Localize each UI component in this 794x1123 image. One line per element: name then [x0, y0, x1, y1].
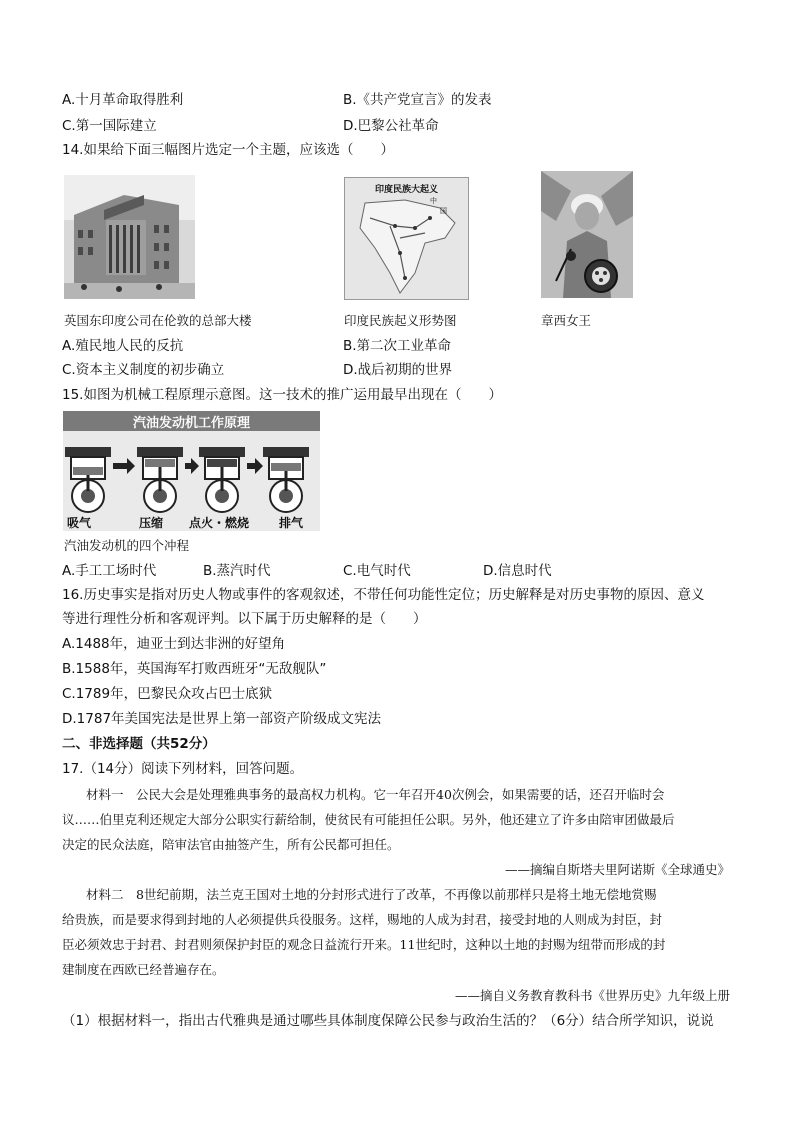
material2-source: ——摘自义务教育教科书《世界历史》九年级上册 — [454, 988, 730, 1003]
q14-stem: 14.如果给下面三幅图片选定一个主题，应该选（ ） — [62, 142, 394, 158]
map-label-guo: 国 — [440, 207, 447, 215]
material2-line1: 材料二 8世纪前期，法兰克王国对土地的分封形式进行了改革，不再像以前那样只是将土地无偿地赏赐 — [86, 887, 657, 902]
material1-line2: 议……伯里克利还规定大部分公职实行薪给制，使贫民有可能担任公职。另外，他还建立了许多由陪审团做最后 — [62, 812, 675, 827]
q14-option-a: A.殖民地人民的反抗 — [62, 338, 184, 354]
material1-line3: 决定的民众法庭，陪审法官由抽签产生，所有公民都可担任。 — [62, 837, 400, 852]
material1-line1: 材料一 公民大会是处理雅典事务的最高权力机构。它一年召开40次例会，如果需要的话，还召开临时会 — [86, 787, 665, 802]
uprising-map-image — [344, 177, 469, 300]
q13-option-b: B.《共产党宣言》的发表 — [343, 92, 492, 108]
q15-stem: 15.如图为机械工程原理示意图。这一技术的推广运用最早出现在（ ） — [62, 387, 502, 403]
material2-line3: 臣必须效忠于封君、封君则须保护封臣的观念日益流行开来。11世纪时，这种以土地的封赐为纽带而形成的封 — [62, 937, 666, 952]
q16-stem-line2: 等进行理性分析和客观评判。以下属于历史解释的是（ ） — [62, 611, 427, 627]
q16-option-a: A.1488年，迪亚士到达非洲的好望角 — [62, 636, 286, 652]
q16-option-b: B.1588年，英国海军打败西班牙“无敌舰队” — [62, 661, 327, 677]
rani-of-jhansi-image — [541, 171, 633, 298]
q13-option-c: C.第一国际建立 — [62, 118, 157, 134]
q13-option-d: D.巴黎公社革命 — [343, 118, 439, 134]
q14-option-c: C.资本主义制度的初步确立 — [62, 362, 225, 378]
material1-source: ——摘编自斯塔夫里阿诺斯《全球通史》 — [504, 862, 730, 877]
q14-option-d: D.战后初期的世界 — [343, 362, 453, 378]
q16-stem-line1: 16.历史事实是指对历史人物或事件的客观叙述，不带任何功能性定位；历史解释是对历史事物的原因、意义 — [62, 587, 705, 603]
q15-option-b: B.蒸汽时代 — [203, 563, 271, 579]
section2-title: 二、非选择题（共52分） — [62, 736, 216, 752]
q15-option-a: A.手工工场时代 — [62, 563, 157, 579]
material2-line4: 建制度在西欧已经普遍存在。 — [62, 962, 225, 977]
caption-rani: 章西女王 — [541, 313, 592, 328]
engine-diagram-title: 汽油发动机工作原理 — [132, 416, 250, 431]
east-india-house-image — [64, 175, 195, 299]
q16-option-c: C.1789年，巴黎民众攻占巴士底狱 — [62, 686, 273, 702]
q17-sub1: （1）根据材料一，指出古代雅典是通过哪些具体制度保障公民参与政治生活的？（6分）结合所学知识，说说 — [62, 1013, 714, 1029]
caption-uprising-map: 印度民族起义形势图 — [344, 313, 457, 328]
q17-stem: 17.（14分）阅读下列材料，回答问题。 — [62, 761, 304, 777]
stroke-compression: 压缩 — [139, 516, 164, 530]
stroke-exhaust: 排气 — [279, 516, 304, 530]
stroke-intake: 吸气 — [67, 516, 92, 530]
q16-option-d: D.1787年美国宪法是世界上第一部资产阶级成文宪法 — [62, 711, 382, 727]
map-label-zhong: 中 — [430, 197, 437, 205]
engine-caption: 汽油发动机的四个冲程 — [64, 538, 190, 553]
map-title: 印度民族大起义 — [375, 185, 439, 195]
q14-option-b: B.第二次工业革命 — [343, 338, 452, 354]
engine-diagram — [63, 411, 320, 531]
q15-option-d: D.信息时代 — [483, 563, 552, 579]
stroke-ignition: 点火・燃烧 — [189, 516, 250, 530]
q13-option-a: A.十月革命取得胜利 — [62, 92, 184, 108]
q15-option-c: C.电气时代 — [343, 563, 411, 579]
material2-line2: 给贵族，而是要求得到封地的人必须提供兵役服务。这样，赐地的人成为封君，接受封地的人则成为封臣，封 — [62, 912, 663, 927]
caption-east-india-house: 英国东印度公司在伦敦的总部大楼 — [64, 313, 252, 328]
